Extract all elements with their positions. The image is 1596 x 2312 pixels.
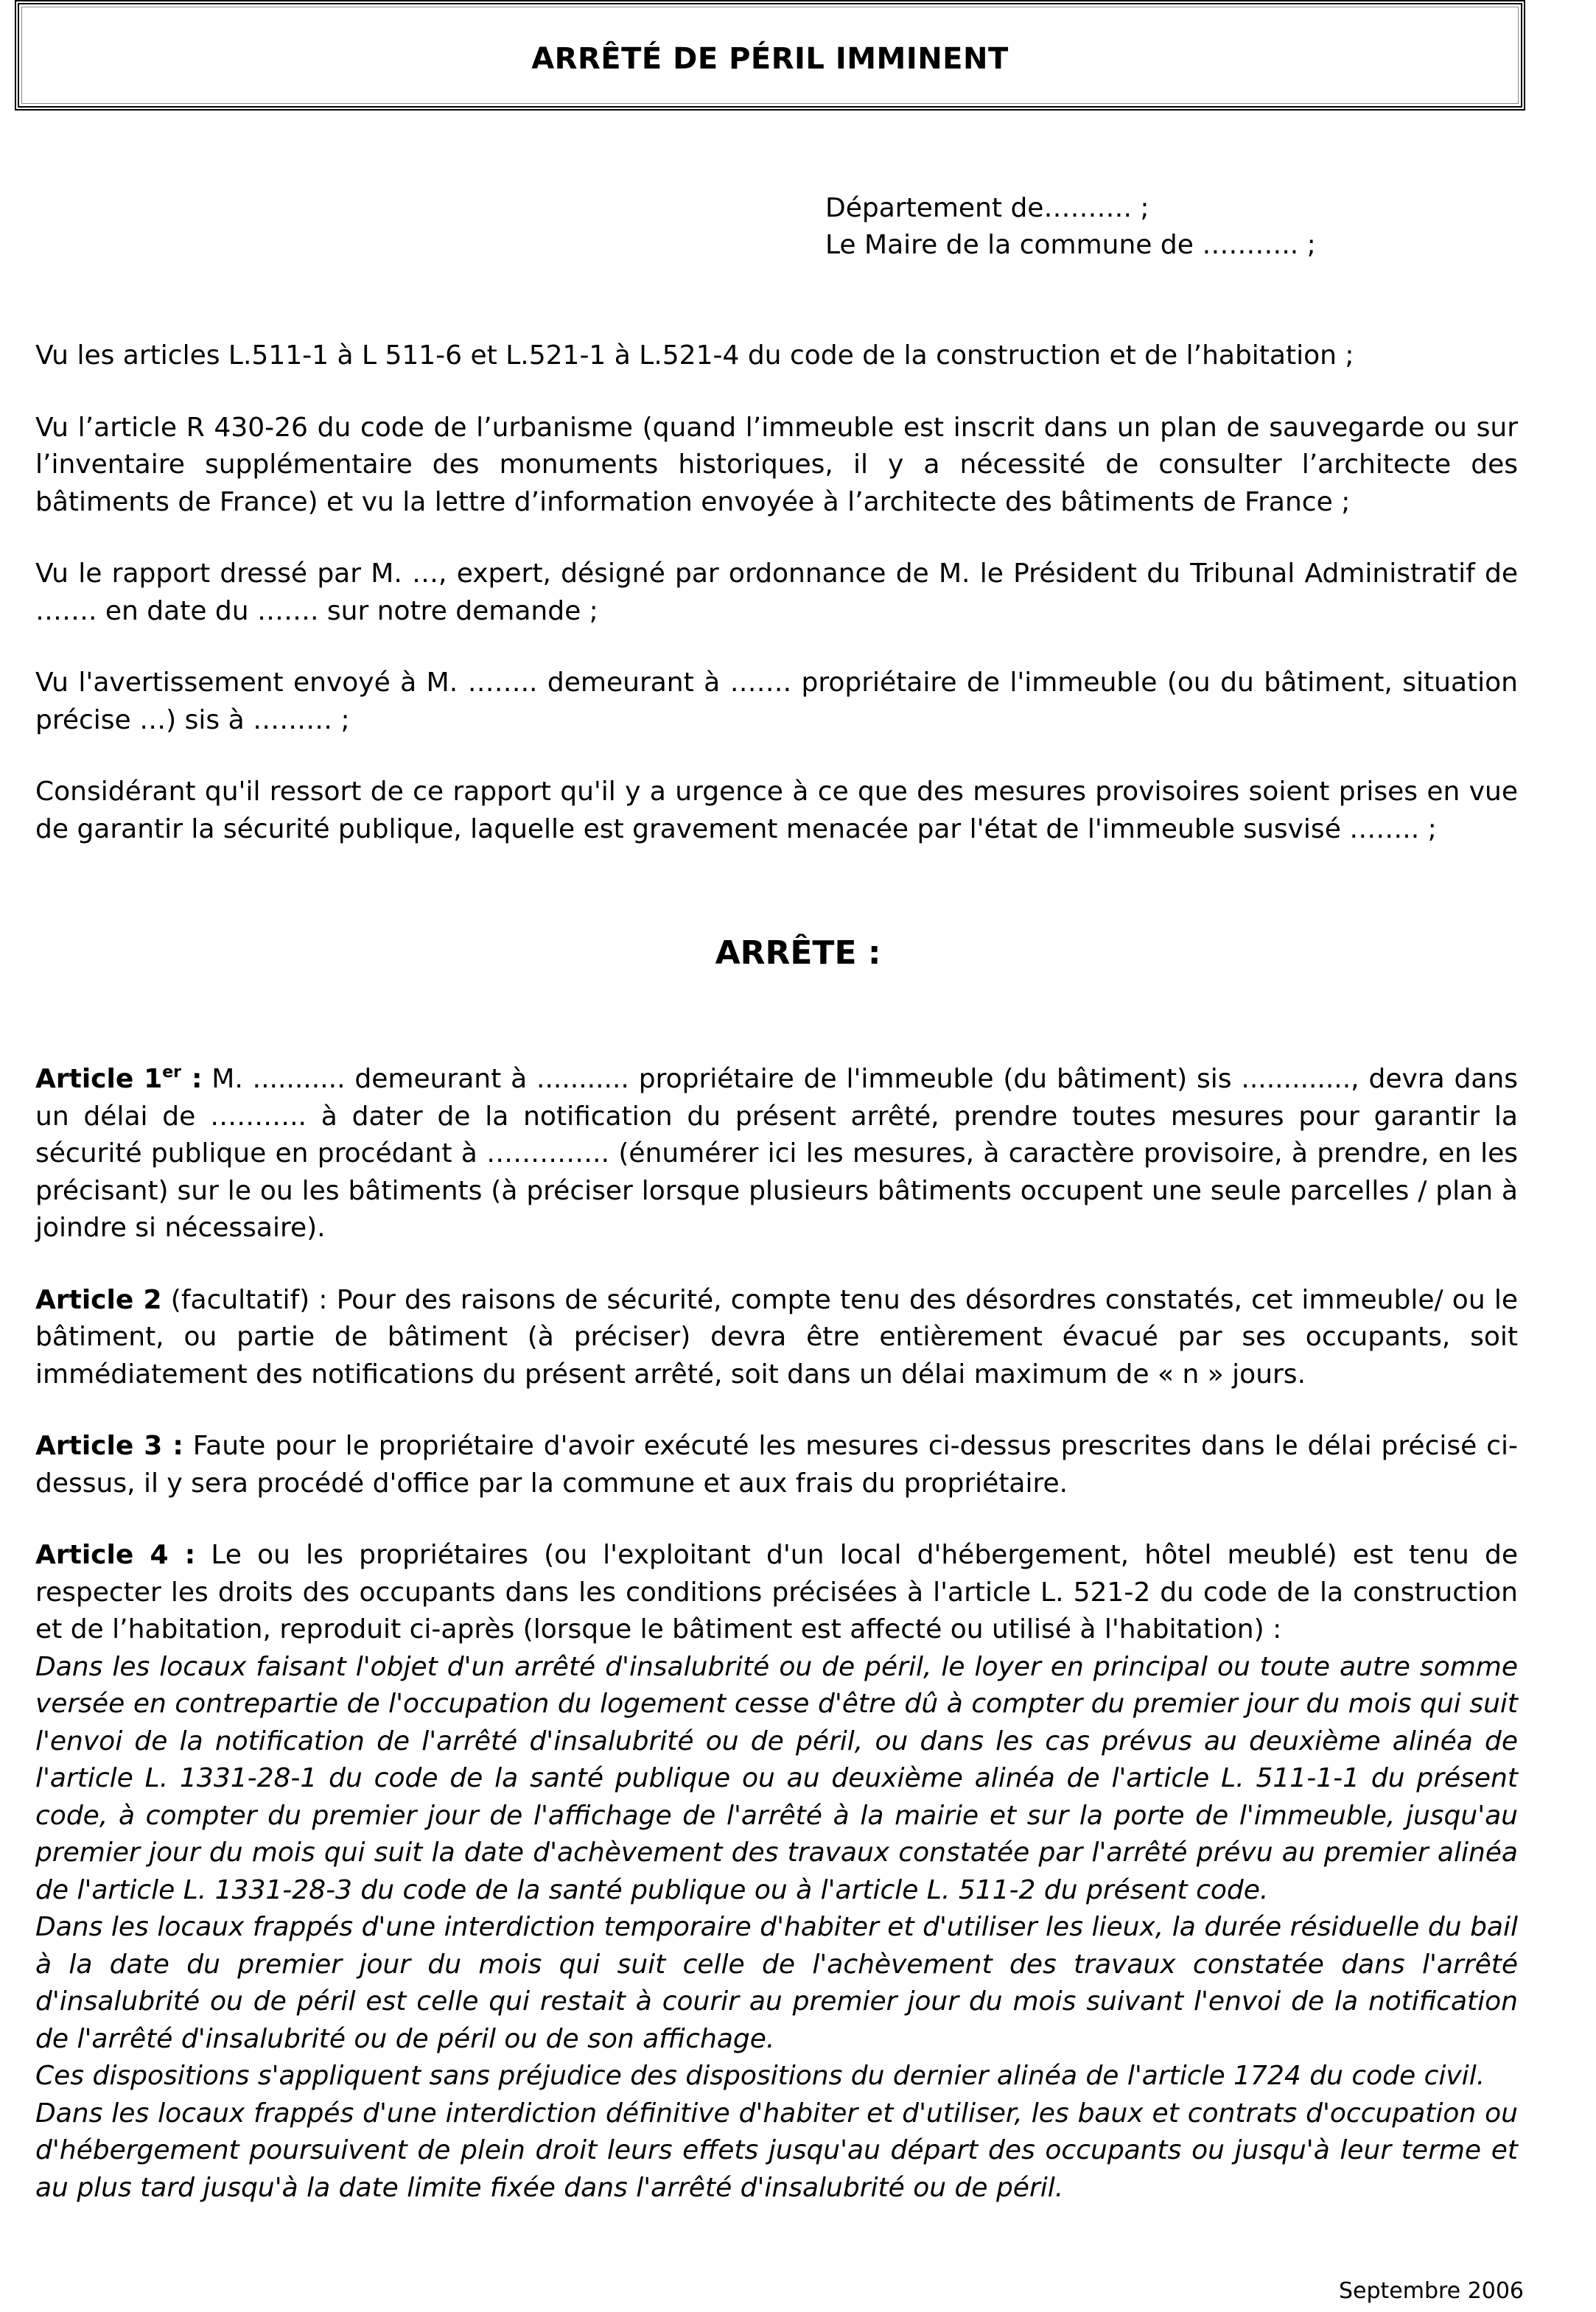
footer-date: Septembre 2006 (1338, 2278, 1524, 2304)
visa-paragraph: Vu le rapport dressé par M. …, expert, désigné par ordonnance de M. le Président du Tribunal Administratif de ……. en date du ……. sur notre demande ; (35, 558, 1518, 626)
article-4-label: Article 4 : (35, 1540, 196, 1570)
article-4-quote-4: Dans les locaux frappés d'une interdiction définitive d'habiter et d'utiliser, les baux et contrats d'occupation ou d'hébergement poursuivent de plein droit leurs effets jusqu'au départ des occupants ou jusqu'à leur terme et au plus tard jusqu'à la date limite fixée dans l'arrêté d'insalubrité ou de péril. (35, 2098, 1518, 2203)
article-4-quote-1: Dans les locaux faisant l'objet d'un arrêté d'insalubrité ou de péril, le loyer en principal ou toute autre somme versée en contrepartie de l'occupation du logement cesse d'être dû à compter du premier jour du mois qui suit l'envoi de la notification de l'arrêté d'insalubrité ou de péril, ou dans les cas prévus au deuxième alinéa de l'article L. 1331-28-1 du code de la santé publique ou au deuxième alinéa de l'article L. 511-1-1 du présent code, à compter du premier jour de l'affichage de l'arrêté à la mairie et sur la porte de l'immeuble, jusqu'au premier jour du mois qui suit la date d'achèvement des travaux constatée par l'arrêté prévu au premier alinéa de l'article L. 1331-28-3 du code de la santé publique ou à l'article L. 511-2 du présent code. (35, 1651, 1518, 1905)
article-4-quote-2: Dans les locaux frappés d'une interdiction temporaire d'habiter et d'utiliser les lieux, la durée résiduelle du bail à la date du premier jour du mois qui suit celle de l'achèvement des travaux constatée dans l'arrêté d'insalubrité ou de péril est celle qui restait à courir au premier jour du mois suivant l'envoi de la notification de l'arrêté d'insalubrité ou de péril ou de son affichage. (35, 1912, 1518, 2054)
article-2 (35, 1282, 1518, 1394)
article-1 (35, 1061, 1518, 1247)
article-4 (35, 1537, 1518, 1649)
considerant-paragraph: Considérant qu'il ressort de ce rapport qu'il y a urgence à ce que des mesures provisoires soient prises en vue de garantir la sécurité publique, laquelle est gravement menacée par l'état de l'immeuble susvisé …….. ; (35, 777, 1518, 844)
article-3-label: Article 3 : (35, 1431, 183, 1461)
document-title: ARRÊTÉ DE PÉRIL IMMINENT (531, 42, 1009, 76)
article-4-text: Le ou les propriétaires (ou l'exploitant d'un local d'hébergement, hôtel meublé) est tenu de respecter les droits des occupants dans les conditions précisées à l'article L. 521-2 du code de la construction et de l’habitation, reproduit ci-après (lorsque le bâtiment est affecté ou utilisé à l'habitation) : (35, 1540, 1518, 1644)
visa-paragraph: Vu l’article R 430-26 du code de l’urbanisme (quand l’immeuble est inscrit dans un plan de sauvegarde ou sur l’inventaire supplémentaire des monuments historiques, il y a nécessité de consulter l’architecte des bâtiments de France) et vu la lettre d’information envoyée à l’architecte des bâtiments de France ; (35, 412, 1518, 517)
departement-line: Département de………. ; (825, 193, 1149, 223)
visa-paragraph: Vu l'avertissement envoyé à M. …….. demeurant à ……. propriétaire de l'immeuble (ou du bâtiment, situation précise …) sis à ……… ; (35, 668, 1518, 735)
maire-line: Le Maire de la commune de ……….. ; (825, 230, 1316, 260)
title-box (15, 0, 1525, 111)
articles-section (35, 1061, 1518, 2207)
visas-section (35, 337, 1518, 883)
arrete-heading: ARRÊTE : (715, 934, 881, 972)
article-2-label: Article 2 (35, 1284, 162, 1315)
article-3-text: Faute pour le propriétaire d'avoir exécuté les mesures ci-dessus prescrites dans le délai précisé ci-dessus, il y sera procédé d'office par la commune et aux frais du propriétaire. (35, 1431, 1518, 1499)
article-1-label: Article 1er : (35, 1063, 203, 1094)
article-2-text: (facultatif) : Pour des raisons de sécurité, compte tenu des désordres constatés, cet immeuble/ ou le bâtiment, ou partie de bâtiment (à préciser) devra être entièrement évacué par ses occupants, soit immédiatement des notifications du présent arrêté, soit dans un délai maximum de « n » jours. (35, 1284, 1518, 1390)
visa-paragraph: Vu les articles L.511-1 à L 511-6 et L.521-1 à L.521-4 du code de la construction et de l’habitation ; (35, 340, 1354, 371)
header-block (825, 190, 1316, 264)
article-1-text: M. ........... demeurant à ........... propriétaire de l'immeuble (du bâtiment) sis ............., devra dans un délai de ……….. à dater de la notification du présent arrêté, prendre toutes mesures pour garantir la sécurité publique en procédant à ………….. (énumérer ici les mesures, à caractère provisoire, à prendre, en les précisant) sur le ou les bâtiments (à préciser lorsque plusieurs bâtiments occupent une seule parcelles / plan à joindre si nécessaire). (35, 1064, 1518, 1243)
article-4-quote-3: Ces dispositions s'appliquent sans préjudice des dispositions du dernier alinéa de l'article 1724 du code civil. (35, 2061, 1485, 2091)
article-3 (35, 1428, 1518, 1502)
